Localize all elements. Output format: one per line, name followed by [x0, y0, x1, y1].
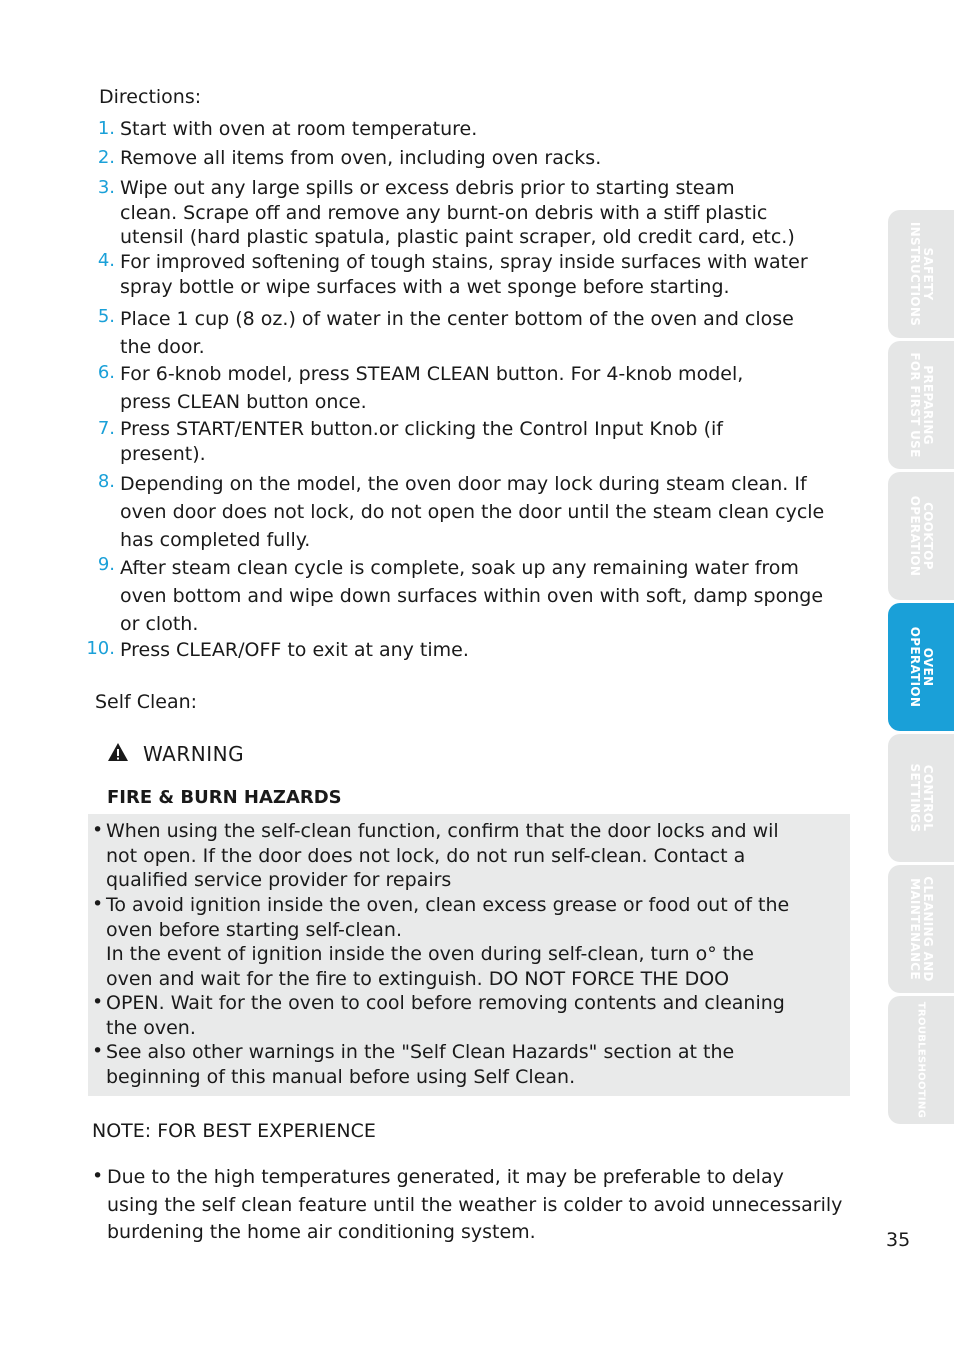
step-text: Place 1 cup (8 oz.) of water in the center bottom of the oven and close the door. — [120, 308, 794, 358]
step-number: 1. — [97, 118, 115, 139]
step-text: Wipe out any large spills or excess debris prior to starting steam clean. Scrape off and remove any burnt-on debris with a stiff plastic utensil (hard plastic spatula, plastic paint scraper, old credit card, etc.) — [120, 177, 795, 248]
warning-bullet: See also other warnings in the "Self Clean Hazards" section at the beginning of this manual before using Self Clean. — [106, 1041, 735, 1088]
note-bullet: Due to the high temperatures generated, it may be preferable to delay using the self clean feature until the weather is colder to avoid unnecessarily burdening the home air conditioning system. — [107, 1166, 843, 1243]
bullet-dot: • — [92, 1040, 104, 1062]
bullet-dot: • — [92, 1165, 104, 1187]
tab-label: CONTROL SETTINGS — [908, 763, 935, 833]
tab-control-settings[interactable] — [888, 734, 954, 862]
bullet-dot: • — [92, 819, 104, 841]
step-text: Remove all items from oven, including oven racks. — [120, 147, 602, 169]
tab-cooktop-operation[interactable] — [888, 472, 954, 600]
step-number: 2. — [97, 147, 115, 168]
step-text: After steam clean cycle is complete, soak up any remaining water from oven bottom and wipe down surfaces within oven with soft, damp sponge or cloth. — [120, 557, 824, 635]
tab-label: OVEN OPERATION — [908, 626, 935, 708]
tab-safety-instructions[interactable] — [888, 210, 954, 338]
step-text: Start with oven at room temperature. — [120, 118, 478, 140]
step-text: Press START/ENTER button.or clicking the Control Input Knob (if present). — [120, 418, 723, 465]
step-number: 10. — [86, 638, 115, 659]
tab-troubleshooting[interactable] — [888, 996, 954, 1124]
step-number: 4. — [97, 250, 115, 271]
tab-label: SAFETY INSTRUCTIONS — [908, 221, 935, 327]
step-text: For improved softening of tough stains, spray inside surfaces with water spray bottle or wipe surfaces with a wet sponge before starting. — [120, 251, 808, 298]
step-number: 8. — [97, 471, 115, 492]
tab-cleaning-and-maintenance[interactable] — [888, 865, 954, 993]
warning-label: WARNING — [143, 742, 245, 766]
note-title: NOTE: FOR BEST EXPERIENCE — [92, 1120, 376, 1142]
warning-bullet: To avoid ignition inside the oven, clean excess grease or food out of the oven before starting self-clean. In the event of ignition inside the oven during self-clean, turn o° the oven and wait for the fire to extinguish. DO NOT FORCE THE DOO — [106, 894, 790, 990]
step-number: 9. — [97, 554, 115, 575]
step-number: 5. — [97, 306, 115, 327]
step-number: 6. — [97, 362, 115, 383]
warning-bullet: When using the self-clean function, confirm that the door locks and wil not open. If the door does not lock, do not run self-clean. Contact a qualified service provider for repairs — [106, 820, 779, 891]
page-number: 35 — [886, 1229, 911, 1251]
warning-icon — [107, 742, 129, 762]
step-text: Press CLEAR/OFF to exit at any time. — [120, 639, 469, 661]
step-text: For 6-knob model, press STEAM CLEAN button. For 4-knob model, press CLEAN button once. — [120, 363, 744, 413]
step-number: 3. — [97, 177, 115, 198]
bullet-dot: • — [92, 991, 104, 1013]
tab-oven-operation[interactable] — [888, 603, 954, 731]
step-number: 7. — [97, 418, 115, 439]
step-text: Depending on the model, the oven door may lock during steam clean. If oven door does not lock, do not open the door until the steam clean cycle has completed fully. — [120, 473, 825, 551]
tab-preparing-for-first-use[interactable] — [888, 341, 954, 469]
hazard-title: FIRE & BURN HAZARDS — [107, 787, 342, 808]
tab-label: TROUBLESHOOTING — [915, 1001, 927, 1119]
warning-bullet: OPEN. Wait for the oven to cool before removing contents and cleaning the oven. — [106, 992, 785, 1039]
bullet-dot: • — [92, 893, 104, 915]
tab-label: CLEANING AND MAINTENANCE — [908, 876, 935, 982]
self-clean-title: Self Clean: — [95, 691, 198, 713]
tab-label: COOKTOP OPERATION — [908, 495, 935, 577]
tab-label: PREPARING FOR FIRST USE — [908, 352, 935, 458]
directions-title: Directions: — [99, 86, 202, 108]
